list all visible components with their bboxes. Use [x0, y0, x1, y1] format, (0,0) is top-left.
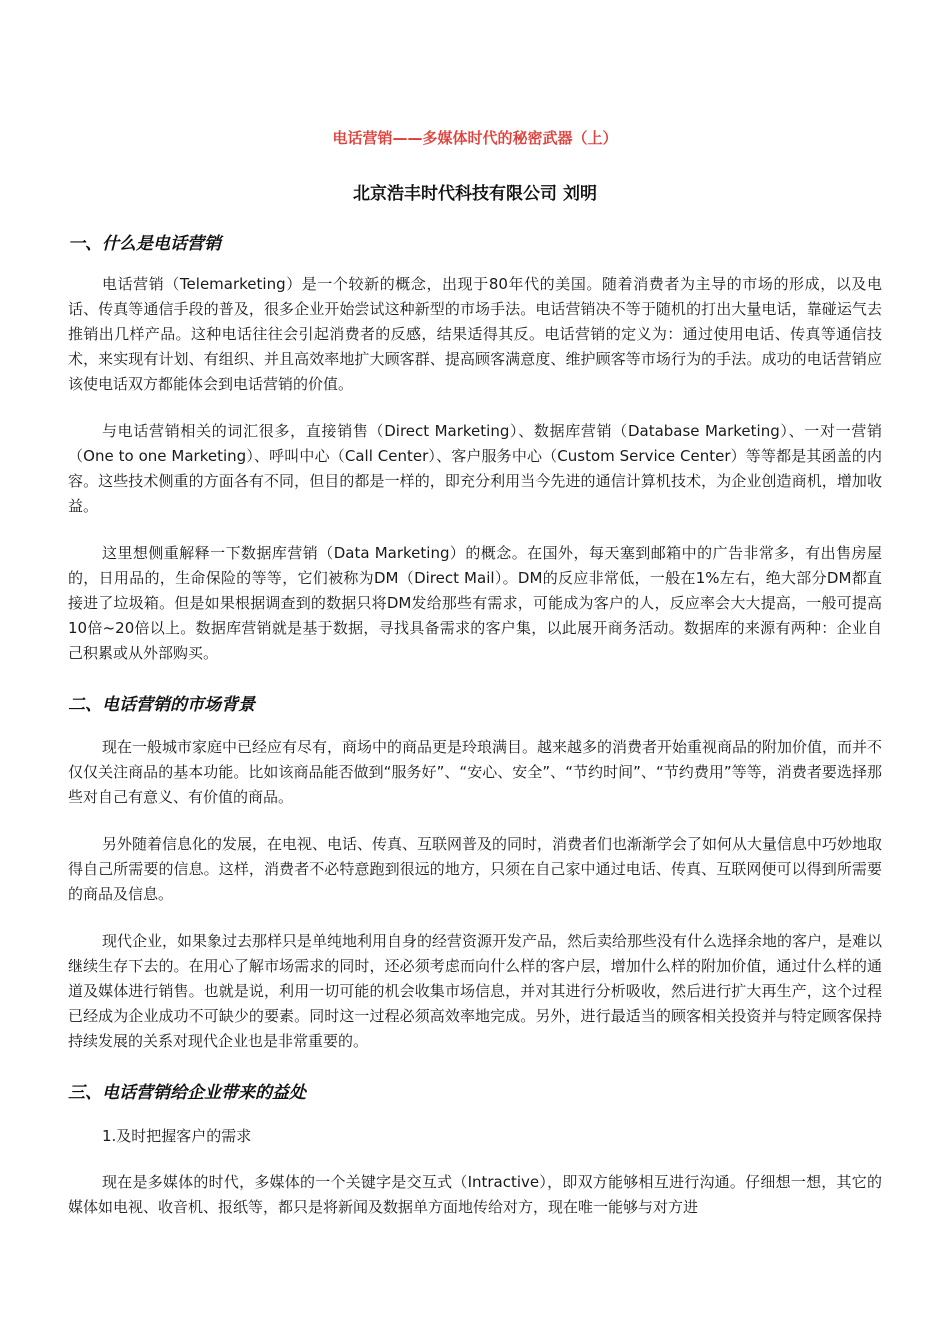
paragraph: 现代企业，如果象过去那样只是单纯地利用自身的经营资源开发产品，然后卖给那些没有什么选择余地的客户，是难以继续生存下去的。在用心了解市场需求的同时，还必须考虑而向什么样的客户层，增加什么样的附加价值，通过什么样的通道及媒体进行销售。也就是说，利用一切可能的机会收集市场信息，并对其进行分析吸收，然后进行扩大再生产，这个过程已经成为企业成功不可缺少的要素。同时这一过程必须高效率地完成。另外，进行最适当的顾客相关投资并与特定顾客保持持续发展的关系对现代企业也是非常重要的。: [68, 932, 883, 1050]
section-heading-2: 二、电话营销的市场背景: [68, 695, 255, 715]
author-line: 北京浩丰时代科技有限公司 刘明: [353, 184, 597, 204]
paragraph: 电话营销（Telemarketing）是一个较新的概念，出现于80年代的美国。随着消费者为主导的市场的形成，以及电话、传真等通信手段的普及，很多企业开始尝试这种新型的市场手法。电话营销决不等于随机的打出大量电话，靠碰运气去推销出几样产品。这种电话往往会引起消费者的反感，结果适得其反。电话营销的定义为：通过使用电话、传真等通信技术，来实现有计划、有组织、并且高效率地扩大顾客群、提高顾客满意度、维护顾客等市场行为的手法。成功的电话营销应该使电话双方都能体会到电话营销的价值。: [68, 275, 882, 393]
paragraph: 另外随着信息化的发展，在电视、电话、传真、互联网普及的同时，消费者们也渐渐学会了如何从大量信息中巧妙地取得自己所需要的信息。这样，消费者不必特意跑到很远的地方，只须在自己家中通过电话、传真、互联网便可以得到所需要的商品及信息。: [68, 835, 883, 903]
paragraph: 这里想侧重解释一下数据库营销（Data Marketing）的概念。在国外，每天塞到邮箱中的广告非常多，有出售房屋的，日用品的，生命保险的等等，它们被称为DM（Direct Mail）。DM的反应非常低，一般在1%左右，绝大部分DM都直接进了垃圾箱。但是如果根据调查到的数据只将DM发给那些有需求，可能成为客户的人，反应率会大大提高，一般可提高10倍~20倍以上。数据库营销就是基于数据，寻找具备需求的客户集，以此展开商务活动。数据库的来源有两种：企业自己积累或从外部购买。: [68, 544, 882, 662]
document-title: 电话营销——多媒体时代的秘密武器（上）: [332, 129, 618, 147]
paragraph: 现在一般城市家庭中已经应有尽有，商场中的商品更是玲琅满目。越来越多的消费者开始重视商品的附加价值，而并不仅仅关注商品的基本功能。比如该商品能否做到“服务好”、“安心、安全”、“节约时间”、“节约费用”等等，消费者要选择那些对自己有意义、有价值的商品。: [68, 738, 883, 806]
section-heading-1: 一、什么是电话营销: [68, 234, 221, 254]
paragraph: 与电话营销相关的词汇很多，直接销售（Direct Marketing）、数据库营销（Database Marketing）、一对一营销（One to one Marketing）、呼叫中心（Call Center）、客户服务中心（Custom Service Center）等等都是其函盖的内容。这些技术侧重的方面各有不同，但目的都是一样的，即充分利用当今先进的通信计算机技术，为企业创造商机，增加收益。: [68, 422, 882, 515]
paragraph: 现在是多媒体的时代，多媒体的一个关键字是交互式（Intractive），即双方能够相互进行沟通。仔细想一想，其它的媒体如电视、收音机、报纸等，都只是将新闻及数据单方面地传给对方，现在唯一能够与对方进: [68, 1173, 882, 1216]
subsection-heading: 1.及时把握客户的需求: [102, 1127, 252, 1145]
section-heading-3: 三、电话营销给企业带来的益处: [68, 1083, 306, 1103]
